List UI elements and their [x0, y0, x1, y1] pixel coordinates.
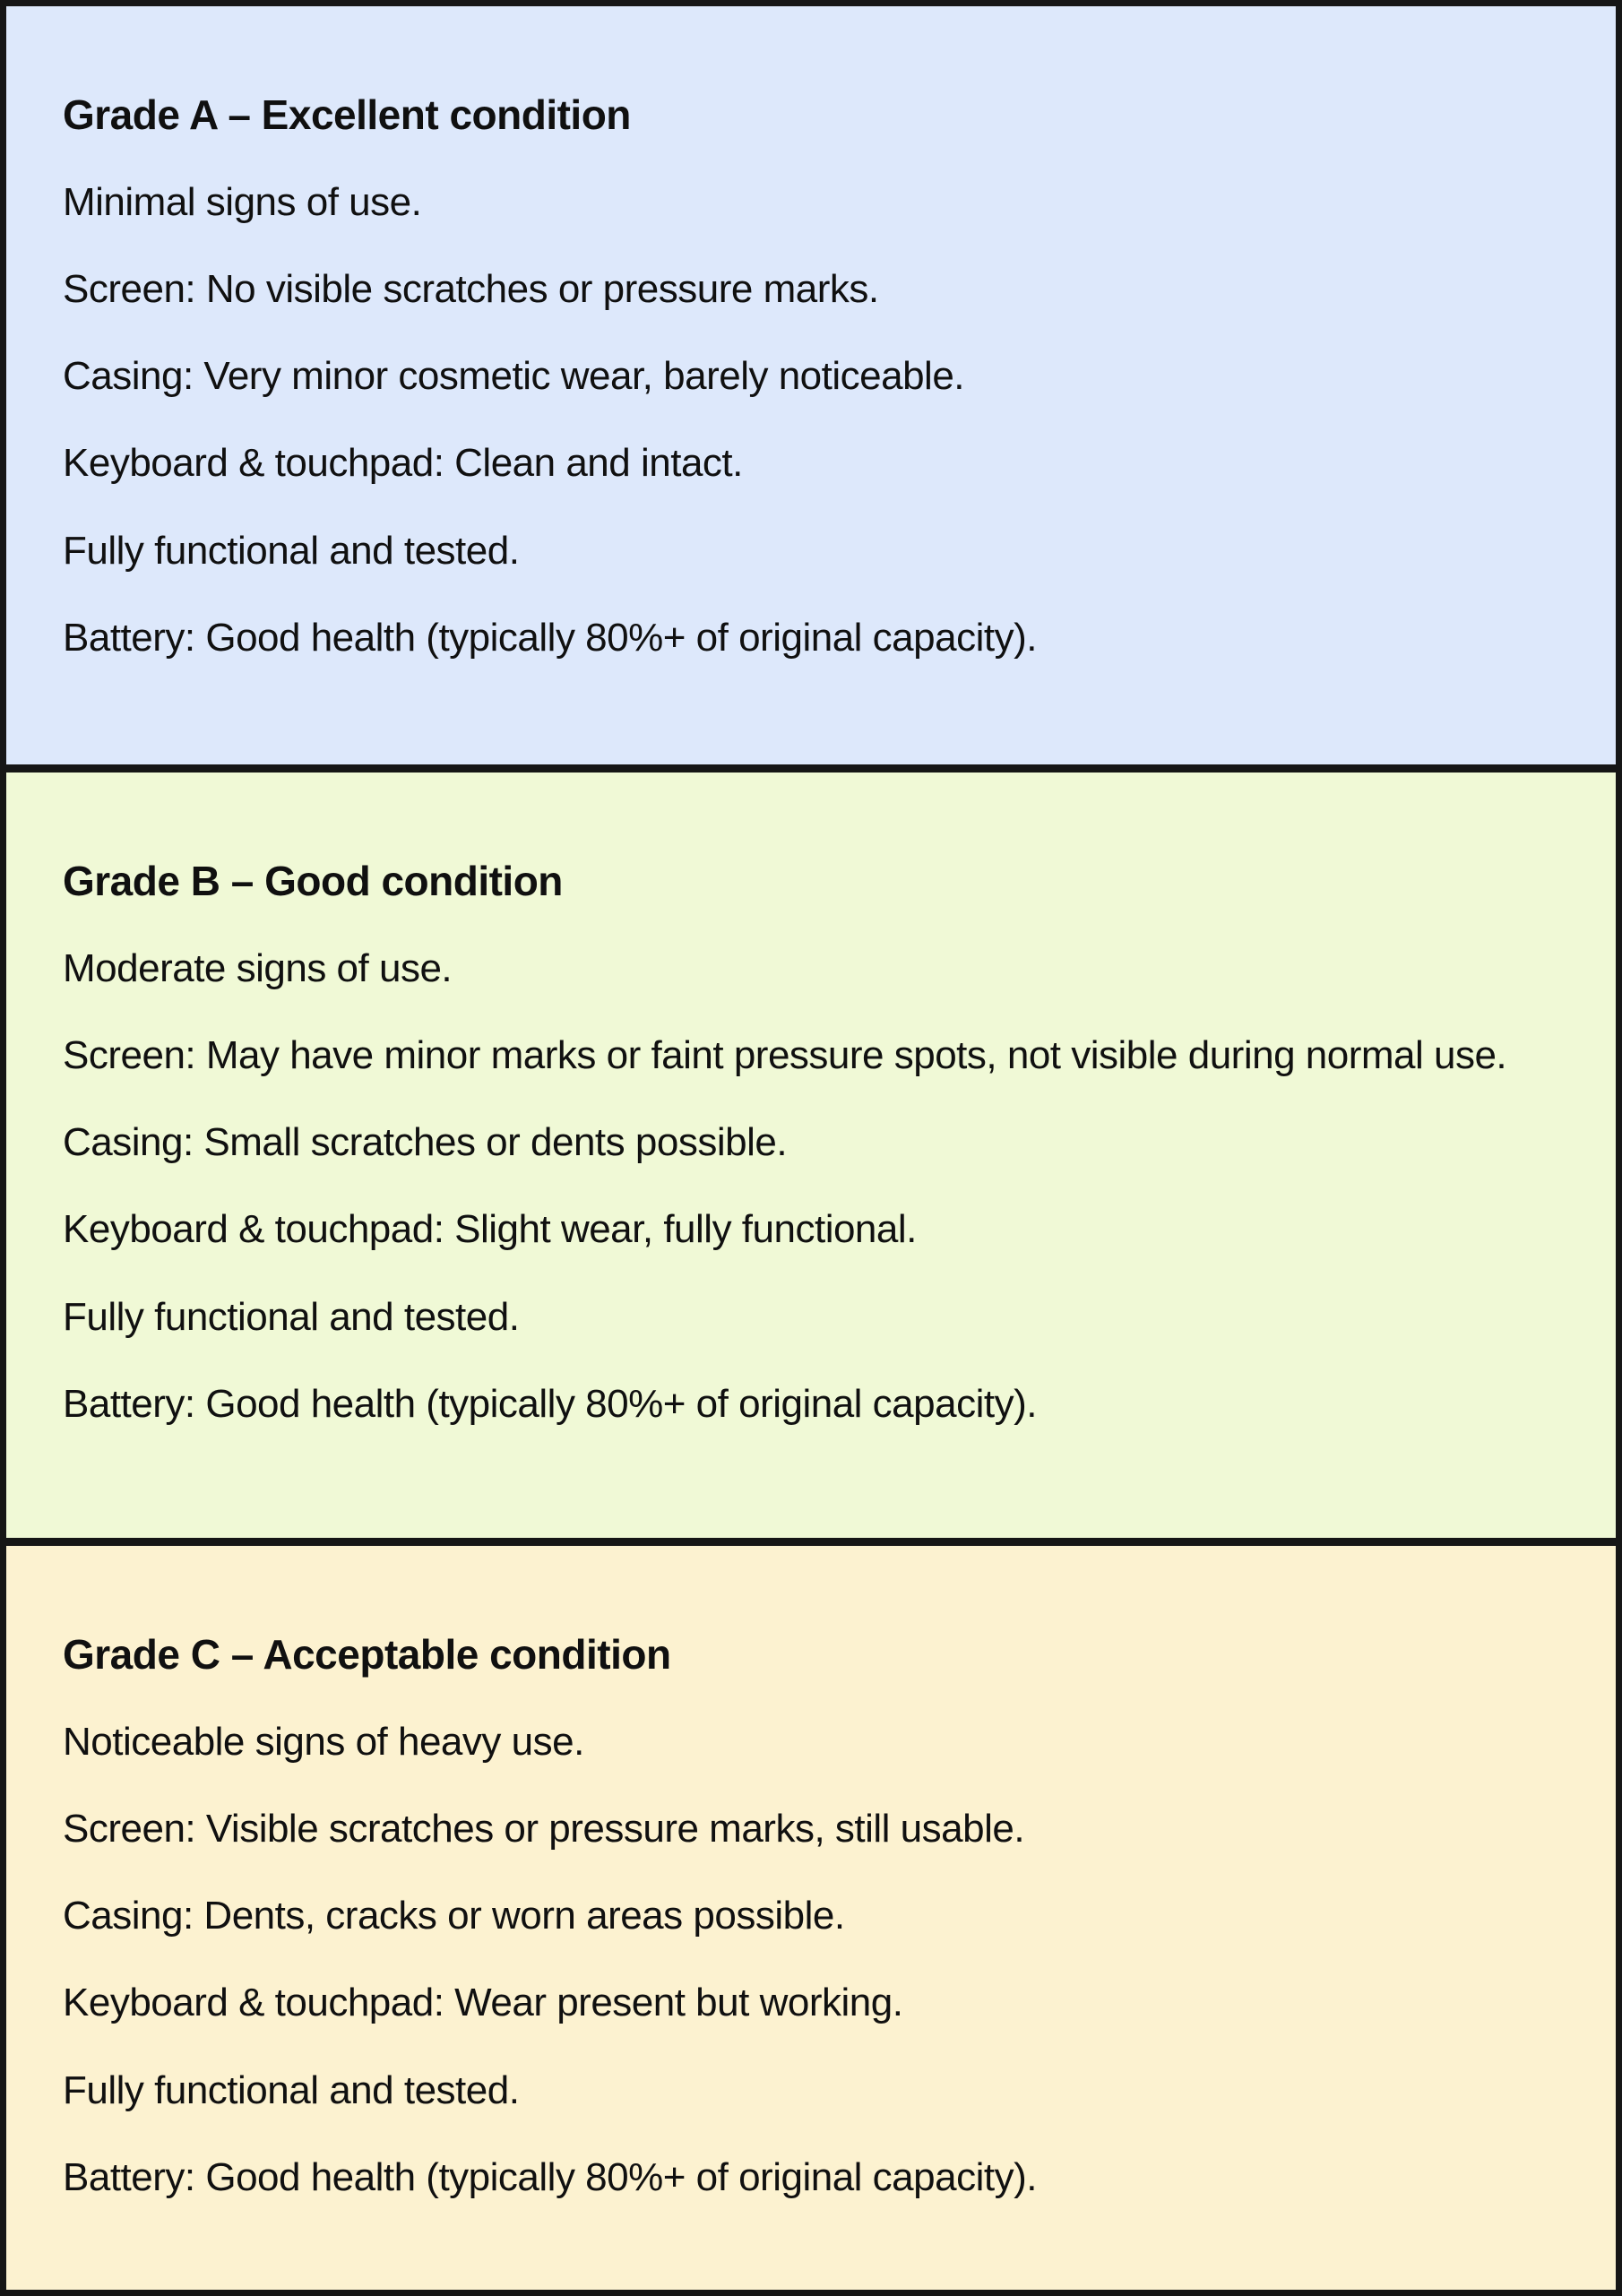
grade-a-section [6, 6, 1616, 764]
grade-b-overall-wear-line: Moderate signs of use. [63, 945, 453, 990]
grade-a-screen-line: Screen: No visible scratches or pressure marks. [63, 266, 879, 311]
grade-b-section [6, 773, 1616, 1538]
grade-c-screen-line: Screen: Visible scratches or pressure marks, still usable. [63, 1806, 1025, 1851]
grade-a-keyboard-line: Keyboard & touchpad: Clean and intact. [63, 441, 743, 486]
grade-a-title: Grade A – Excellent condition [63, 91, 631, 138]
grade-b-screen-line: Screen: May have minor marks or faint pressure spots, not visible during normal use. [63, 1032, 1507, 1077]
grade-b-keyboard-line: Keyboard & touchpad: Slight wear, fully functional. [63, 1207, 917, 1252]
grade-c-battery-line: Battery: Good health (typically 80%+ of original capacity). [63, 2154, 1037, 2199]
grade-c-functional-line: Fully functional and tested. [63, 2067, 520, 2112]
grade-b-battery-line: Battery: Good health (typically 80%+ of original capacity). [63, 1381, 1037, 1426]
grade-a-battery-line: Battery: Good health (typically 80%+ of original capacity). [63, 615, 1037, 660]
grade-b-title: Grade B – Good condition [63, 858, 563, 904]
grade-c-section [6, 1546, 1616, 2290]
grade-c-casing-line: Casing: Dents, cracks or worn areas possible. [63, 1894, 845, 1938]
grade-a-overall-wear-line: Minimal signs of use. [63, 179, 422, 224]
grade-b-casing-line: Casing: Small scratches or dents possible. [63, 1120, 788, 1165]
grade-a-casing-line: Casing: Very minor cosmetic wear, barely noticeable. [63, 354, 965, 399]
grade-c-keyboard-line: Keyboard & touchpad: Wear present but working. [63, 1981, 903, 2025]
grade-a-functional-line: Fully functional and tested. [63, 528, 520, 573]
grade-c-overall-wear-line: Noticeable signs of heavy use. [63, 1719, 584, 1764]
grade-b-functional-line: Fully functional and tested. [63, 1294, 520, 1339]
grade-c-title: Grade C – Acceptable condition [63, 1631, 671, 1678]
